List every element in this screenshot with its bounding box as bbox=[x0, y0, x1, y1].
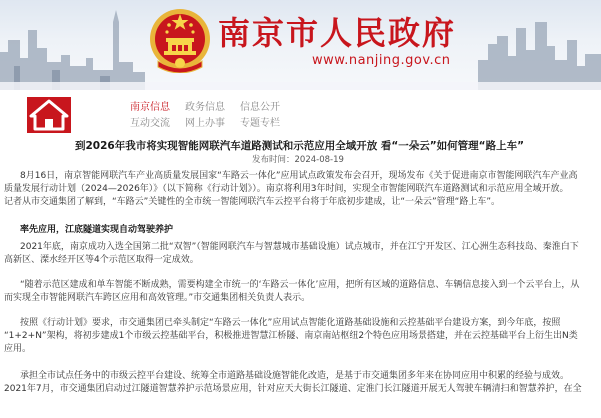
article-paragraph bbox=[0, 279, 601, 305]
nav-item-online-services[interactable]: 网上办事 bbox=[185, 118, 225, 129]
nav-item-info-disclosure[interactable]: 信息公开 bbox=[240, 102, 280, 113]
article-paragraph bbox=[0, 370, 601, 396]
publish-date bbox=[252, 153, 344, 165]
nav-item-special-topics[interactable]: 专题专栏 bbox=[240, 118, 280, 129]
nav-item-nanjing-news[interactable]: 南京信息 bbox=[130, 102, 170, 113]
publish-date-label: 发布时间： bbox=[252, 155, 295, 165]
paragraph-line: “随着示范区建成和单车智能不断成熟，需要构建全市统一的‘车路云一体化’应用，把所有区域的道路信息、车辆信息接入到一个云平台上，从 bbox=[20, 280, 580, 290]
site-url[interactable]: www.nanjing.gov.cn bbox=[312, 53, 451, 68]
site-title: 南京市人民政府 bbox=[218, 14, 457, 52]
paragraph-line: 2021年7月，市交通集团启动过江隧道智慧养护示范场景应用，针对应天大街长江隧道、定淮门长江隧道开展无人驾驶车辆清扫和智慧养护，在全 bbox=[4, 384, 582, 394]
paragraph-line: 8月16日，南京智能网联汽车产业高质量发展国家“车路云一体化”应用试点政策发布会召开，现场发布《关于促进南京市智能网联汽车产业高 bbox=[20, 171, 578, 181]
paragraph-line: 记者从市交通集团了解到，“车路云”关键性的全市统一智能网联汽车云控平台将于年底初步建成，让“一朵云”管理“路上车”。 bbox=[4, 197, 500, 207]
paragraph-line: 2021年底，南京成功入选全国第二批“双智”（智能网联汽车与智慧城市基础设施）试点城市，并在江宁开发区、江心洲生态科技岛、秦淮白下 bbox=[20, 242, 579, 252]
nav-item-interaction[interactable]: 互动交流 bbox=[130, 118, 170, 129]
publish-date-value: 2024-08-19 bbox=[294, 155, 344, 165]
article-paragraph bbox=[0, 317, 601, 356]
nav-item-government-news[interactable]: 政务信息 bbox=[185, 102, 225, 113]
article-title: 到2026年我市将实现智能网联汽车道路测试和示范应用全域开放 看“一朵云”如何管理“路上车” bbox=[75, 140, 524, 152]
section-subheading: 率先应用，江底隧道实现自动驾驶养护 bbox=[20, 225, 174, 235]
main-navigation bbox=[128, 96, 328, 136]
paragraph-line: 高新区、溧水经开区等4个示范区取得一定成效。 bbox=[4, 255, 199, 265]
paragraph-line: 质量发展行动计划（2024—2026年）》（以下简称《行动计划》）。南京将利用3年时间，实现全市智能网联汽车道路测试和示范应用全域开放。 bbox=[4, 184, 569, 194]
site-banner bbox=[0, 0, 601, 90]
article-paragraph bbox=[0, 241, 601, 267]
article-paragraph bbox=[0, 170, 601, 209]
national-emblem-icon bbox=[148, 5, 212, 73]
home-icon bbox=[27, 97, 71, 133]
paragraph-line: 承担全市试点任务中的市级云控平台建设、统筹全市道路基础设施智能化改造，是基于市交通集团多年来在协同应用中积累的经验与成效。 bbox=[20, 371, 570, 381]
home-button[interactable] bbox=[27, 97, 71, 133]
paragraph-line: 按照《行动计划》要求，市交通集团已牵头制定“车路云一体化”应用试点智能化道路基础设施和云控基础平台建设方案，到今年底，按照 bbox=[20, 318, 561, 328]
paragraph-line: 应用。 bbox=[4, 344, 32, 354]
paragraph-line: “1+2+N”架构，将初步建成1个市级云控基础平台，积极推进智慧江桥隧、南京南站枢纽2个特色应用场景搭建，并在云控基础平台上衍生出N类 bbox=[4, 331, 578, 341]
paragraph-line: 而实现全市智能网联汽车跨区应用和高效管理。”市交通集团相关负责人表示。 bbox=[4, 293, 311, 303]
